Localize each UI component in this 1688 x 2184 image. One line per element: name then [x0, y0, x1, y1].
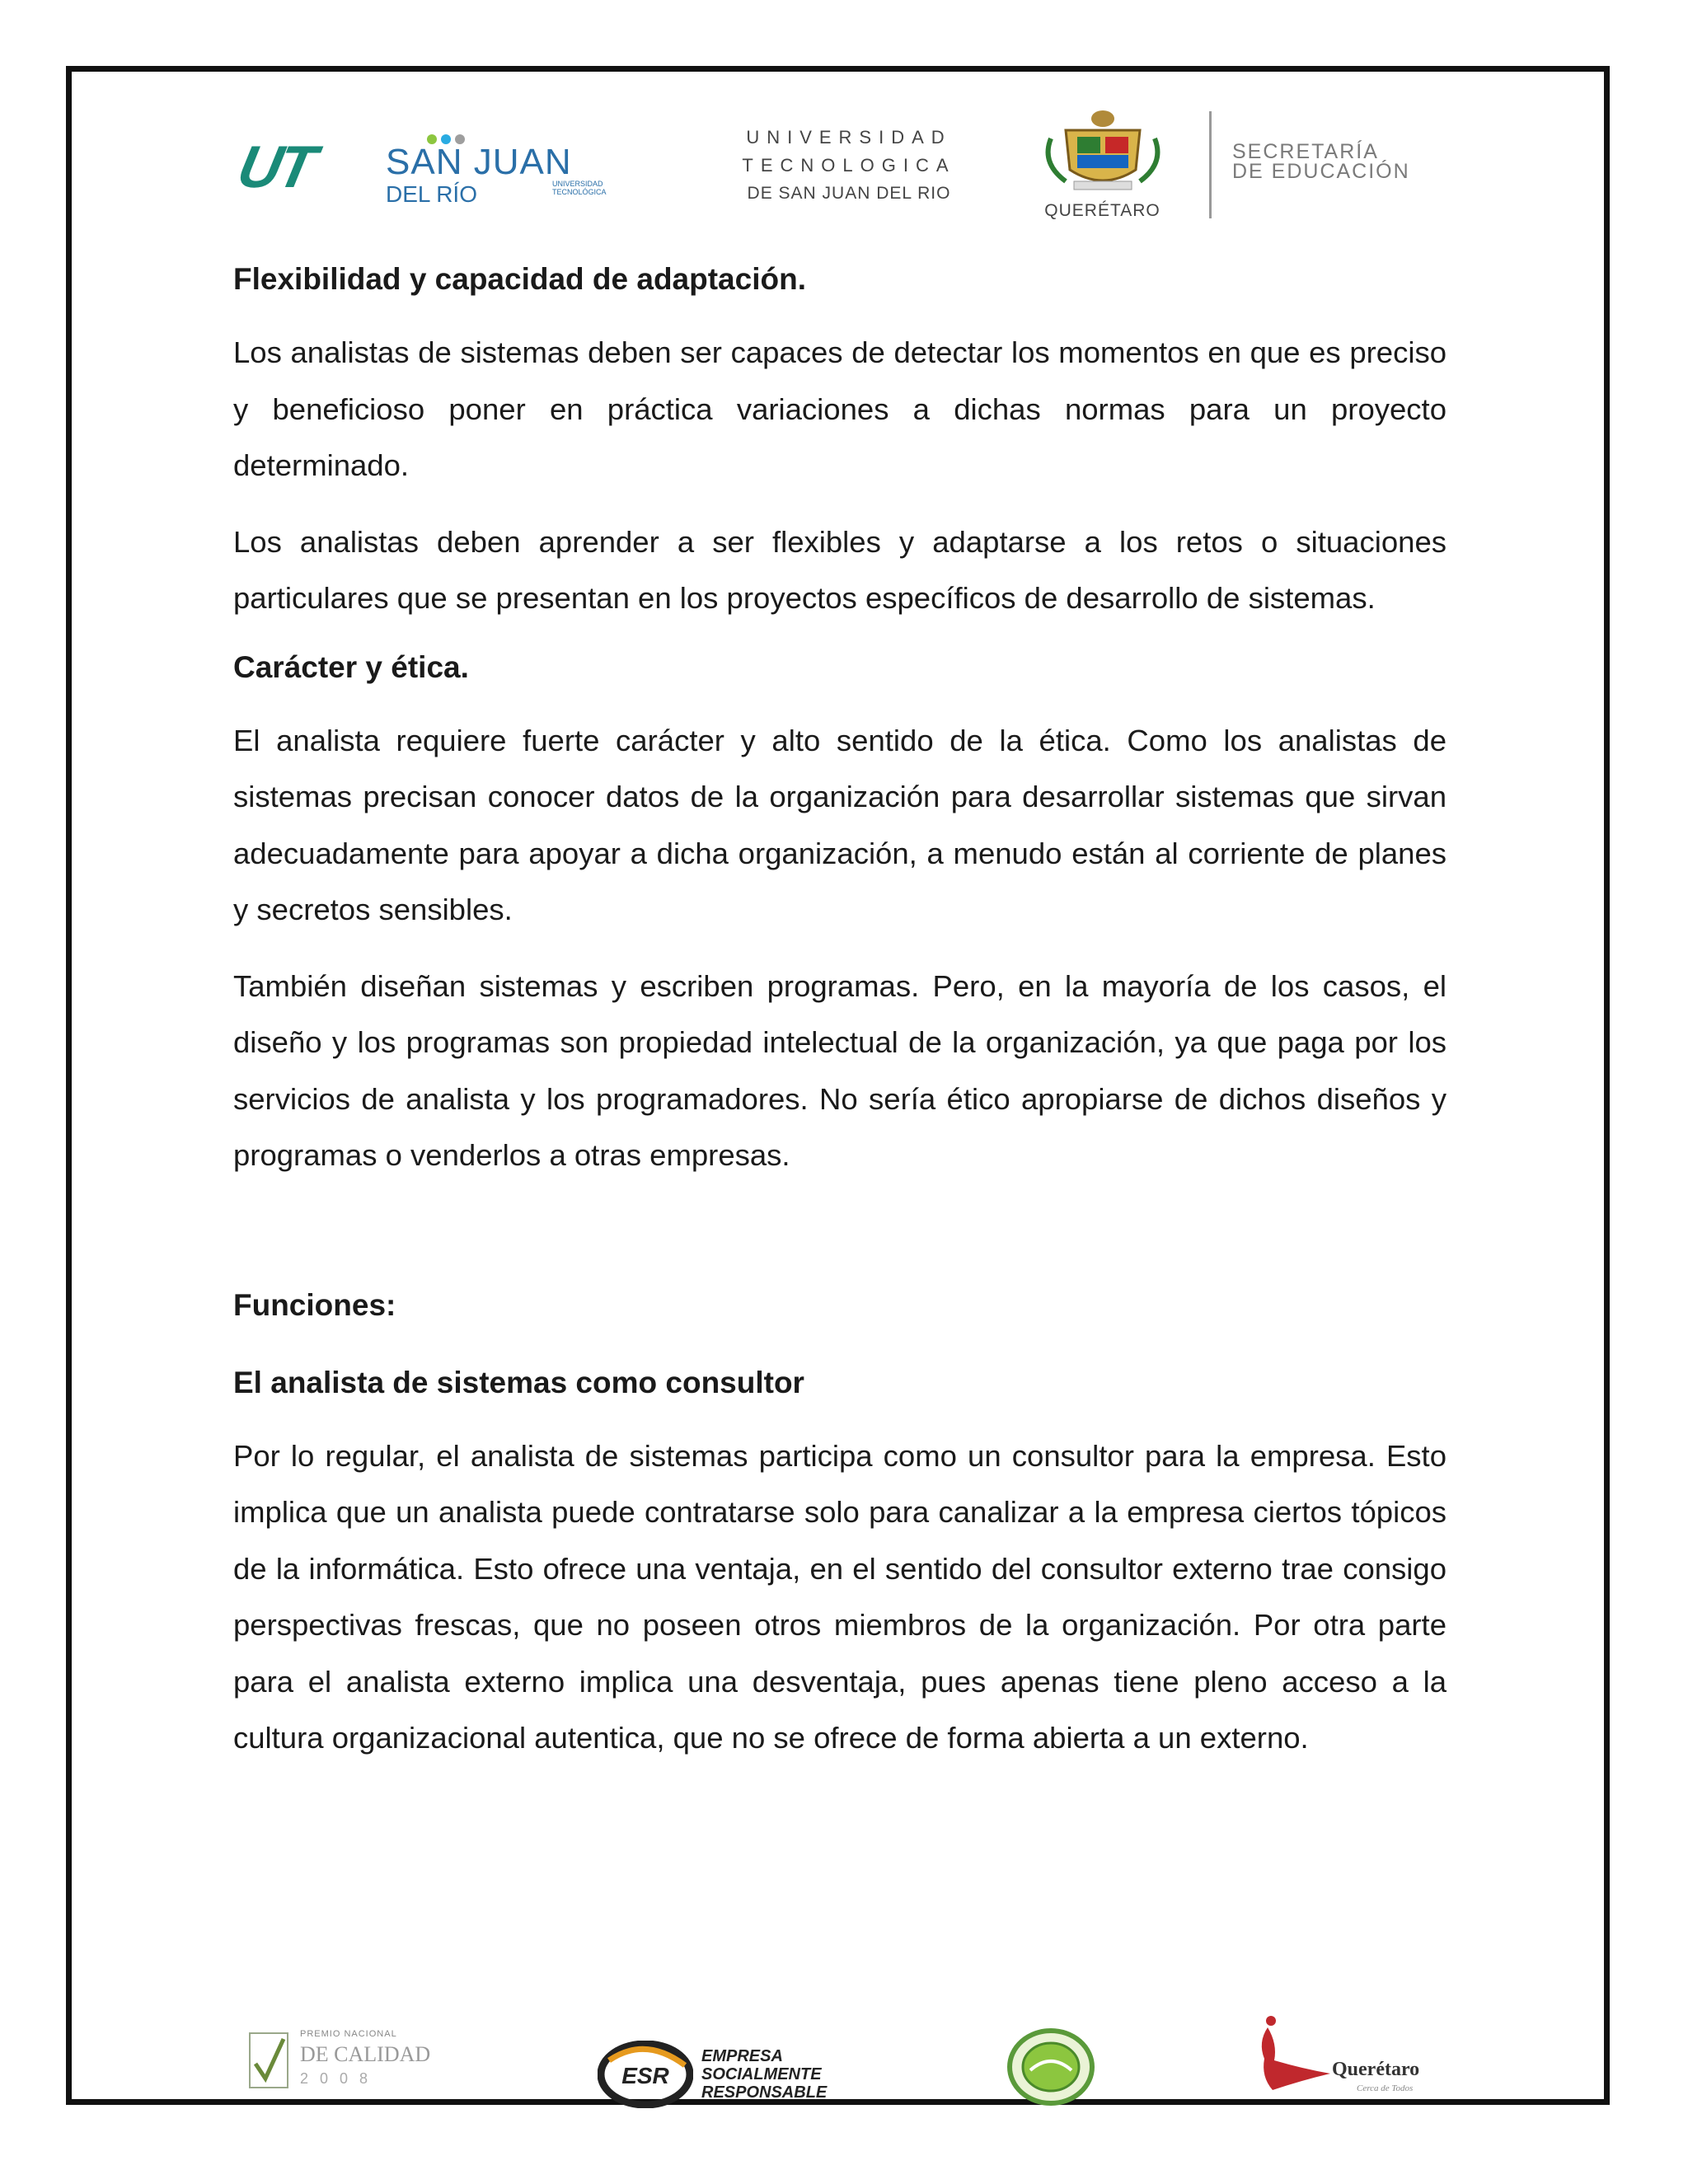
sep-line1: SECRETARÍA [1232, 140, 1379, 163]
queretaro-name: Querétaro [1332, 2059, 1420, 2080]
ut-subname: DEL RÍO [386, 181, 477, 207]
ut-tiny-text: UNIVERSIDAD TECNOLÓGICA [552, 180, 607, 196]
secretaria-educacion-logo [1232, 142, 1463, 181]
esr-text [701, 2047, 827, 2102]
sep-line2: DE EDUCACIÓN [1232, 160, 1410, 183]
header-divider [1209, 111, 1212, 218]
paragraph-flexibilidad-1: Los analistas de sistemas deben ser capaces de detectar los momentos en que es preciso y beneficioso poner en práctica variaciones a dichas normas para un proyecto determinado. [233, 335, 1447, 482]
premio-line3: 2008 [300, 2070, 380, 2087]
universidad-logo [717, 124, 981, 206]
esr-mark: ESR [621, 2063, 669, 2088]
document-body [233, 262, 1447, 1767]
ut-name: SAN JUAN [386, 142, 572, 182]
esr-icon [598, 2041, 693, 2108]
seal-icon [1006, 2027, 1096, 2107]
green-seal-logo [1006, 2027, 1096, 2107]
paragraph-caracter-1: El analista requiere fuerte carácter y alto sentido de la ética. Como los analistas de sistemas precisan conocer datos de la organización para desarrollar sistemas que sirvan adecuadamente para apoyar a dicha organización, a menudo están al corriente de planes y secretos sensibles. [233, 723, 1447, 926]
ut-mark: UT [232, 134, 319, 200]
ut-san-juan-logo [232, 124, 610, 207]
coat-of-arms-icon [1041, 105, 1165, 196]
univ-line3: DE SAN JUAN DEL RIO [747, 184, 951, 203]
dancer-icon [1253, 2011, 1335, 2102]
univ-line1: UNIVERSIDAD [746, 127, 952, 148]
esr-line1: EMPRESA [701, 2047, 783, 2065]
heading-funciones: Funciones: [233, 1287, 396, 1322]
heading-caracter-etica: Carácter y ética. [233, 649, 469, 684]
queretaro-label: QUERÉTARO [1044, 201, 1160, 220]
subheading-consultor: El analista de sistemas como consultor [233, 1365, 804, 1399]
paragraph-caracter-2: También diseñan sistemas y escriben programas. Pero, en la mayoría de los casos, el diseño y los programas son propiedad intelectual de la organización, ya que paga por los servicios de analista y los programadores. No sería ético apropiarse de dichos diseños y programas o venderlos a otras empresas. [233, 968, 1447, 1172]
esr-line2: SOCIALMENTE [701, 2065, 822, 2083]
paragraph-consultor: Por lo regular, el analista de sistemas participa como un consultor para la empresa. Esto implica que un analista puede contratarse solo para canalizar a la empresa ciertos tópicos de la informática. Esto ofrece una ventaja, en el sentido del consultor externo trae consigo perspectivas frescas, que no poseen otros miembros de la organización. Por otra parte para el analista externo implica una desventaja, pues apenas tiene pleno acceso a la cultura organizacional autentica, que no se ofrece de forma abierta a un externo. [233, 1438, 1447, 1755]
esr-line3: RESPONSABLE [701, 2083, 828, 2102]
paragraph-flexibilidad-2: Los analistas deben aprender a ser flexibles y adaptarse a los retos o situaciones particulares que se presentan en los proyectos específicos de desarrollo de sistemas. [233, 524, 1447, 615]
empresa-socialmente-responsable-logo [598, 2041, 837, 2108]
queretaro-state-logo [1253, 2011, 1442, 2102]
queretaro-crest-logo [1026, 105, 1179, 221]
premio-nacional-calidad-logo [247, 2027, 431, 2093]
premio-line2: DE CALIDAD [300, 2042, 431, 2066]
checkmark-icon [249, 2032, 288, 2088]
queretaro-tagline: Cerca de Todos [1357, 2083, 1414, 2093]
heading-flexibilidad: Flexibilidad y capacidad de adaptación. [233, 262, 806, 296]
premio-line1: PREMIO NACIONAL [300, 2029, 397, 2039]
univ-line2: TECNOLOGICA [742, 155, 956, 176]
